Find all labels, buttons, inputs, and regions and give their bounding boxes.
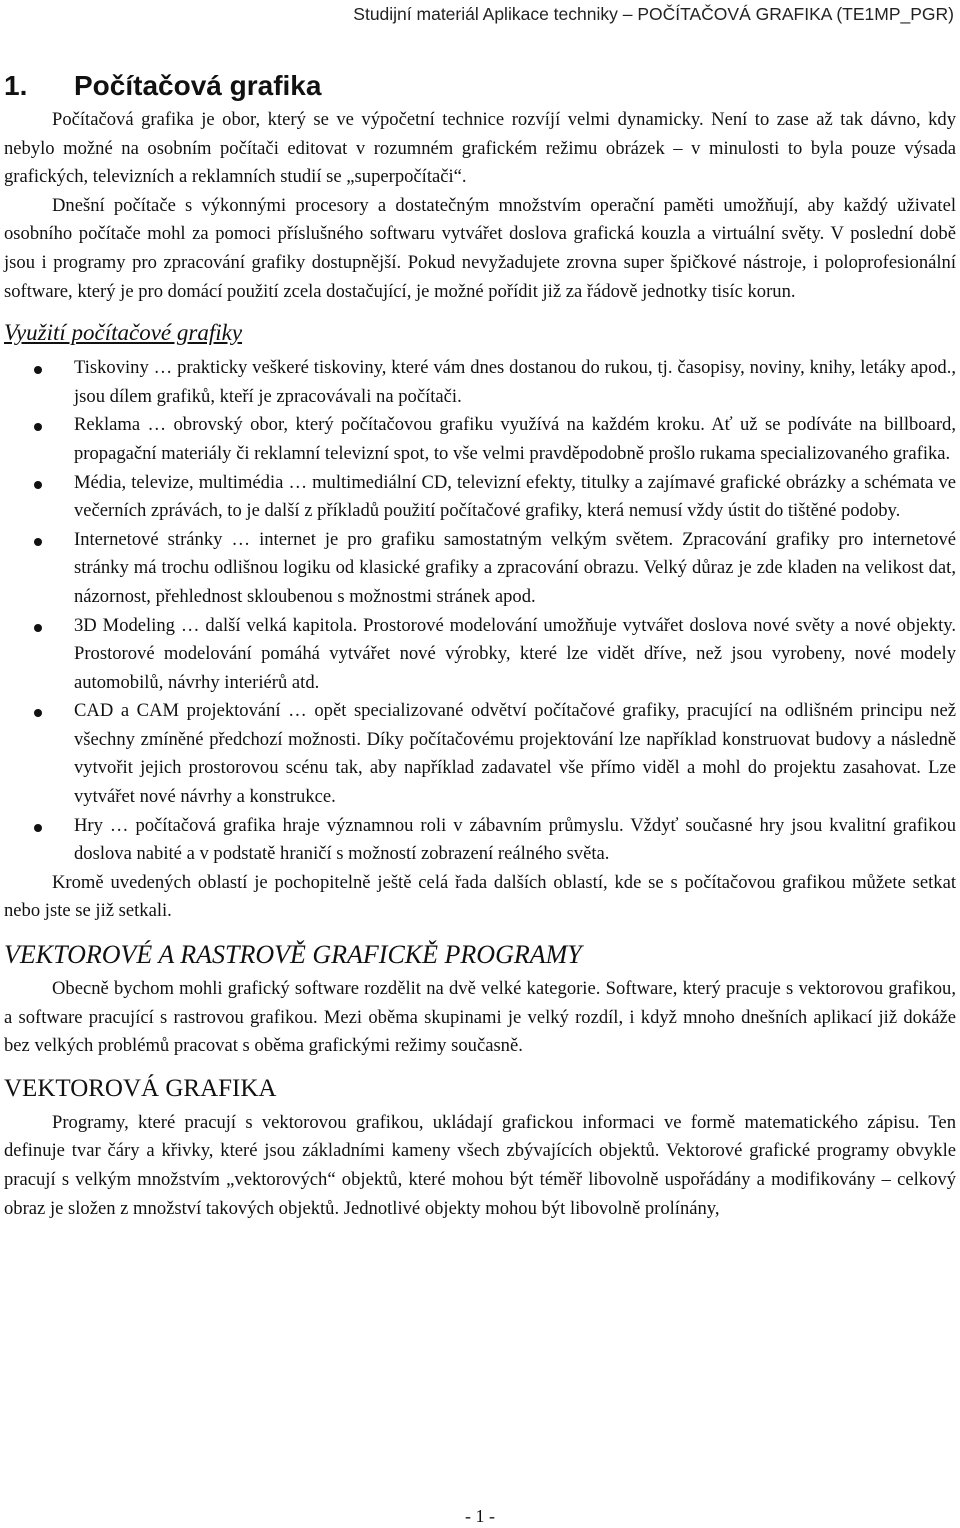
list-item: [4, 812, 956, 869]
list-item: [4, 612, 956, 698]
list-item: [4, 354, 956, 411]
usage-closing-paragraph: Kromě uvedených oblastí je pochopitelně ještě celá řada dalších oblastí, kde se s počítačovou grafikou můžete setkat nebo jste se již setkali.: [4, 871, 956, 922]
list-item-text: Tiskoviny … prakticky veškeré tiskoviny, které vám dnes dostanou do rukou, tj. časopisy, noviny, knihy, letáky apod., jsou dílem grafiků, kteří je zpracovávali na počítači.: [74, 357, 956, 407]
bullet-icon: [34, 423, 42, 431]
list-item-text: Reklama … obrovský obor, který počítačovou grafiku využívá na každém kroku. Ať už se podíváte na billboard, propagační materiály či reklamní televizní spot, to vše velmi pravděpodobně prošlo rukama specializovaného grafika.: [74, 414, 956, 464]
programs-heading: VEKTOROVÉ A RASTROVĚ GRAFICKĚ PROGRAMY: [4, 940, 582, 970]
list-item-text: Média, televize, multimédia … multimediální CD, televizní efekty, titulky a zajímavé grafické obrázky a schémata ve večerních zprávách, to je další z příkladů použití počítačové grafiky, která nemusí vždy ústit do tištěné podoby.: [74, 471, 956, 522]
list-item-text: CAD a CAM projektování … opět specializované odvětví počítačové grafiky, pracující na odlišném principu než všechny zmíněné předchozí možnosti. Díky počítačovému projektování lze například konstruovat budovy a následně vytvořit jejich prostorovou scénu tak, aby například zadavatel vše přímo viděl a mohl do projektu zasahovat. Lze vytvářet nové návrhy a konstrukce.: [74, 700, 956, 808]
vector-heading: VEKTOROVÁ GRAFIKA: [4, 1074, 277, 1102]
usage-list: [4, 354, 956, 869]
bullet-icon: [34, 709, 42, 717]
vector-paragraph: Programy, které pracují s vektorovou grafikou, ukládají grafickou informaci ve formě matematického zápisu. Ten definuje tvar čáry a křivky, které jsou základními kameny všech zbývajících objektů. Vektorové grafické programy obvykle pracují s velkým množstvím „vektorových“ objektů, které mohou být téměř libovolně uspořádány a modifikovány – celkový obraz je složen z množství takových objektů. Jednotlivé objekty mohou být libovolně prolínány,: [4, 1111, 956, 1219]
bullet-icon: [34, 481, 42, 489]
usage-heading: Využití počítačové grafiky: [4, 320, 243, 346]
intro-paragraph-1: Počítačová grafika je obor, který se ve výpočetní technice rozvíjí velmi dynamicky. Není to zase až tak dávno, kdy nebylo možné na osobním počítači editovat v rozumném grafickém režimu obrázek – v minulosti to byla pouze výsada grafických, televizních a reklamních studií se „superpočítači“.: [4, 109, 956, 188]
list-item: [4, 697, 956, 811]
list-item: [4, 411, 956, 468]
list-item: [4, 469, 956, 526]
bullet-icon: [34, 366, 42, 374]
page-number: - 1 -: [465, 1506, 495, 1526]
chapter-number: 1.: [4, 70, 28, 101]
list-item-text: 3D Modeling … další velká kapitola. Prostorové modelování umožňuje vytvářet doslova nové světy a nové objekty. Prostorové modelování pomáhá vytvářet nové výrobky, které lze vidět dříve, než jsou vyrobeny, nové modely automobilů, návrhy interiérů atd.: [74, 614, 956, 693]
bullet-icon: [34, 624, 42, 632]
page-header: Studijní materiál Aplikace techniky – POČÍTAČOVÁ GRAFIKA (TE1MP_PGR): [353, 4, 954, 24]
intro-paragraph-2: Dnešní počítače s výkonnými procesory a dostatečným množstvím operační paměti umožňují, aby každý uživatel osobního počítače mohl za pomoci příslušného softwaru vytvářet doslova grafická kouzla a virtuální světy. V poslední době jsou i programy pro zpracování grafiky dostupnější. Pokud nevyžadujete zrovna super špičkové nástroje, i poloprofesionální software, který je pro domácí použití zcela dostačující, je možné pořídit již za řádově jednotky tisíc korun.: [4, 194, 956, 302]
chapter-heading: [4, 66, 956, 106]
list-item: [4, 526, 956, 612]
list-item-text: Internetové stránky … internet je pro grafiku samostatným velkým světem. Zpracování grafiky pro internetové stránky má trochu odlišnou logiku od klasické grafiky a zpracování obrazu. Velký důraz je zde kladen na velikost dat, názornost, přehlednost skloubenou s možnostmi stránek apod.: [74, 528, 956, 607]
programs-paragraph: Obecně bychom mohli grafický software rozdělit na dvě velké kategorie. Software, který pracuje s vektorovou grafikou, a software pracující s rastrovou grafikou. Mezi oběma skupinami je velký rozdíl, i když mnoho dnešních aplikací již dokáže bez velkých problémů pracovat s oběma grafickými režimy současně.: [4, 978, 956, 1057]
bullet-icon: [34, 538, 42, 546]
list-item-text: Hry … počítačová grafika hraje významnou roli v zábavním průmyslu. Vždyť současné hry jsou kvalitní grafikou doslova nabité a v podstatě hraničí s možností zobrazení reálného světa.: [74, 814, 956, 865]
chapter-title: Počítačová grafika: [74, 70, 322, 101]
bullet-icon: [34, 824, 42, 832]
document-body: [4, 66, 956, 1223]
